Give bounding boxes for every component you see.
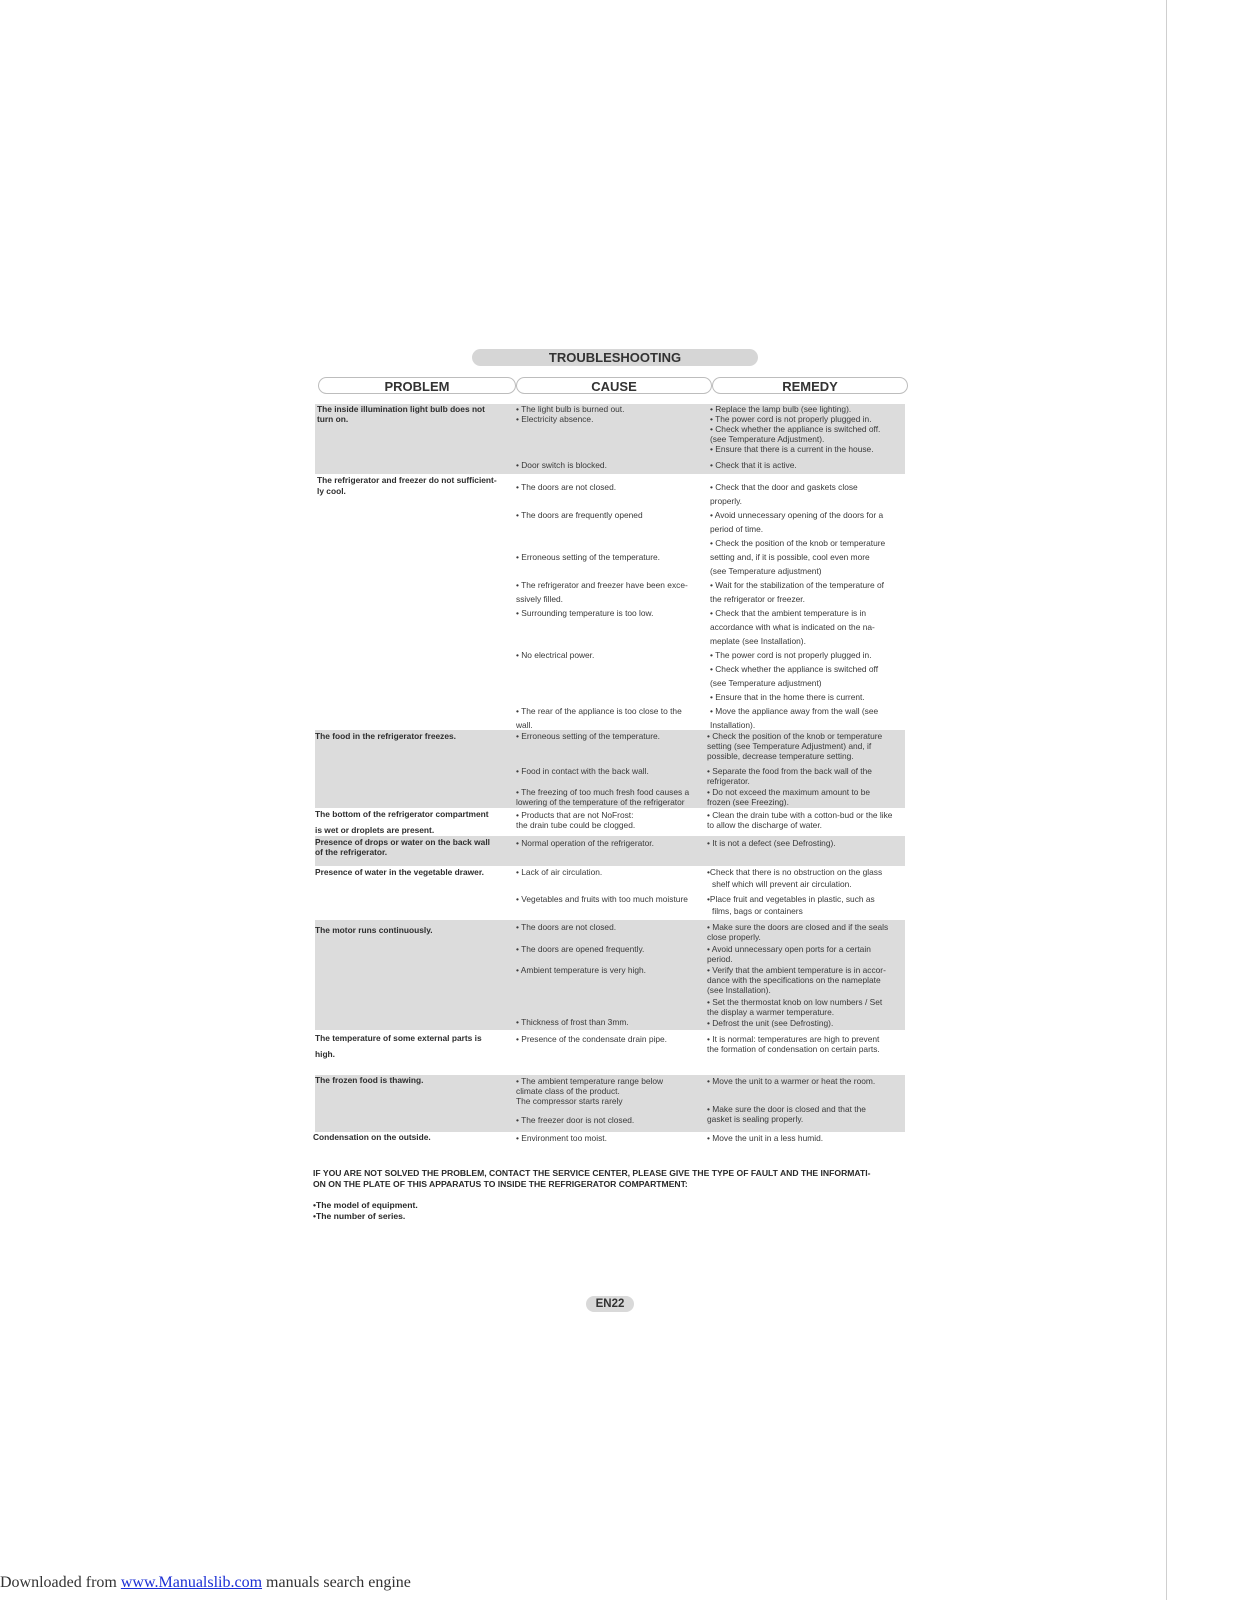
- column-header-cause: CAUSE: [516, 377, 712, 394]
- cause-text: • No electrical power.: [516, 650, 595, 660]
- problem-text: The motor runs continuously.: [315, 925, 433, 935]
- remedy-text: • Ensure that there is a current in the house.: [710, 444, 874, 454]
- remedy-text: accordance with what is indicated on the na-: [710, 622, 875, 632]
- problem-text: The bottom of the refrigerator compartment: [315, 809, 489, 819]
- remedy-text: • Replace the lamp bulb (see lighting).: [710, 404, 852, 414]
- cause-text: • Lack of air circulation.: [516, 867, 603, 877]
- cause-text: • Food in contact with the back wall.: [516, 766, 649, 776]
- remedy-text: • Do not exceed the maximum amount to be: [707, 787, 871, 797]
- cause-text: • Door switch is blocked.: [516, 460, 607, 470]
- remedy-text: (see Temperature Adjustment).: [710, 434, 825, 444]
- remedy-text: the refrigerator or freezer.: [710, 594, 805, 604]
- remedy-text: (see Temperature adjustment): [710, 566, 822, 576]
- problem-text: Presence of water in the vegetable drawer.: [315, 867, 484, 877]
- remedy-text: •Check that there is no obstruction on the glass: [707, 867, 883, 877]
- download-footer: [0, 1574, 411, 1592]
- cause-text: • The doors are frequently opened: [516, 510, 643, 520]
- problem-text: ly cool.: [317, 486, 346, 496]
- problem-text: turn on.: [317, 414, 349, 424]
- remedy-text: • Defrost the unit (see Defrosting).: [707, 1018, 834, 1028]
- remedy-text: • It is not a defect (see Defrosting).: [707, 838, 836, 848]
- remedy-text: shelf which will prevent air circulation.: [712, 879, 852, 889]
- cause-text: • Products that are not NoFrost:: [516, 810, 634, 820]
- remedy-text: • Check the position of the knob or temperature: [710, 538, 886, 548]
- remedy-text: • It is normal: temperatures are high to prevent: [707, 1034, 880, 1044]
- cause-text: • Surrounding temperature is too low.: [516, 608, 654, 618]
- cause-text: the drain tube could be clogged.: [516, 820, 636, 830]
- remedy-text: • Check that the ambient temperature is in: [710, 608, 867, 618]
- cause-text: • Environment too moist.: [516, 1133, 607, 1143]
- cause-text: • The freezing of too much fresh food causes a: [516, 787, 690, 797]
- problem-text: The frozen food is thawing.: [315, 1075, 424, 1085]
- remedy-text: films, bags or containers: [712, 906, 803, 916]
- cause-text: The compressor starts rarely: [516, 1096, 623, 1106]
- remedy-text: • Avoid unnecessary opening of the doors for a: [710, 510, 884, 520]
- problem-text: Presence of drops or water on the back wall: [315, 837, 490, 847]
- footer-prefix: Downloaded from: [0, 1574, 121, 1591]
- footer-suffix: manuals search engine: [262, 1574, 411, 1591]
- column-header-remedy: REMEDY: [712, 377, 908, 394]
- remedy-text: • Set the thermostat knob on low numbers / Set: [707, 997, 883, 1007]
- problem-text: The temperature of some external parts is: [315, 1033, 482, 1043]
- remedy-text: close properly.: [707, 932, 761, 942]
- remedy-text: • Check whether the appliance is switched off.: [710, 424, 881, 434]
- service-notice: [313, 1168, 913, 1189]
- cause-text: • Thickness of frost than 3mm.: [516, 1017, 629, 1027]
- cause-text: • Ambient temperature is very high.: [516, 965, 647, 975]
- cause-text: • The rear of the appliance is too close to the: [516, 706, 682, 716]
- remedy-text: • Make sure the door is closed and that the: [707, 1104, 866, 1114]
- cause-text: • The light bulb is burned out.: [516, 404, 625, 414]
- remedy-text: • Avoid unnecessary open ports for a certain: [707, 944, 871, 954]
- page-title: TROUBLESHOOTING: [472, 349, 758, 366]
- problem-text: The food in the refrigerator freezes.: [315, 731, 457, 741]
- problem-text: is wet or droplets are present.: [315, 825, 435, 835]
- remedy-text: • The power cord is not properly plugged in.: [710, 414, 872, 424]
- remedy-text: properly.: [710, 496, 742, 506]
- notice-list-item: •The number of series.: [313, 1211, 406, 1221]
- page-number-badge: EN22: [586, 1296, 634, 1312]
- cause-text: climate class of the product.: [516, 1086, 620, 1096]
- remedy-text: • Ensure that in the home there is current.: [710, 692, 865, 702]
- remedy-text: (see Installation).: [707, 985, 771, 995]
- remedy-text: possible, decrease temperature setting.: [707, 751, 854, 761]
- remedy-text: •Place fruit and vegetables in plastic, such as: [707, 894, 875, 904]
- cause-text: • Electricity absence.: [516, 414, 594, 424]
- remedy-text: setting and, if it is possible, cool even more: [710, 552, 870, 562]
- cause-text: • The doors are not closed.: [516, 922, 617, 932]
- cause-text: lowering of the temperature of the refrigerator: [516, 797, 685, 807]
- service-notice-line: ON ON THE PLATE OF THIS APPARATUS TO INSIDE THE REFRIGERATOR COMPARTMENT:: [313, 1178, 688, 1189]
- cause-text: • The ambient temperature range below: [516, 1076, 664, 1086]
- remedy-text: setting (see Temperature Adjustment) and, if: [707, 741, 872, 751]
- problem-text: The refrigerator and freezer do not sufficient-: [317, 475, 497, 485]
- cause-text: • Presence of the condensate drain pipe.: [516, 1034, 667, 1044]
- cause-text: wall.: [516, 720, 533, 730]
- remedy-text: • Check whether the appliance is switched off: [710, 664, 879, 674]
- remedy-text: gasket is sealing properly.: [707, 1114, 804, 1124]
- remedy-text: (see Temperature adjustment): [710, 678, 822, 688]
- remedy-text: frozen (see Freezing).: [707, 797, 789, 807]
- remedy-text: refrigerator.: [707, 776, 750, 786]
- remedy-text: • Check the position of the knob or temperature: [707, 731, 883, 741]
- remedy-text: • Move the unit to a warmer or heat the room.: [707, 1076, 876, 1086]
- remedy-text: • Check that the door and gaskets close: [710, 482, 858, 492]
- remedy-text: period.: [707, 954, 733, 964]
- cause-text: • Normal operation of the refrigerator.: [516, 838, 654, 848]
- problem-text: high.: [315, 1049, 336, 1059]
- cause-text: • The doors are not closed.: [516, 482, 617, 492]
- remedy-text: period of time.: [710, 524, 764, 534]
- cause-text: • The freezer door is not closed.: [516, 1115, 635, 1125]
- column-header-problem: PROBLEM: [318, 377, 516, 394]
- cause-text: • Vegetables and fruits with too much moisture: [516, 894, 688, 904]
- notice-list-item: •The model of equipment.: [313, 1200, 418, 1210]
- remedy-text: meplate (see Installation).: [710, 636, 806, 646]
- remedy-text: • The power cord is not properly plugged in.: [710, 650, 872, 660]
- remedy-text: to allow the discharge of water.: [707, 820, 822, 830]
- remedy-text: • Wait for the stabilization of the temperature of: [710, 580, 884, 590]
- cause-text: • The refrigerator and freezer have been exce-: [516, 580, 688, 590]
- remedy-text: Installation).: [710, 720, 756, 730]
- problem-text: Condensation on the outside.: [313, 1132, 431, 1142]
- problem-text: The inside illumination light bulb does not: [317, 404, 485, 414]
- cause-text: • Erroneous setting of the temperature.: [516, 552, 660, 562]
- remedy-text: • Clean the drain tube with a cotton-bud or the like: [707, 810, 893, 820]
- remedy-text: the formation of condensation on certain parts.: [707, 1044, 880, 1054]
- service-notice-line: IF YOU ARE NOT SOLVED THE PROBLEM, CONTACT THE SERVICE CENTER, PLEASE GIVE THE TYPE OF FAULT AND THE INFORMATI-: [313, 1168, 871, 1178]
- remedy-text: • Make sure the doors are closed and if the seals: [707, 922, 889, 932]
- remedy-text: dance with the specifications on the nameplate: [707, 975, 881, 985]
- problem-text: of the refrigerator.: [315, 847, 388, 857]
- cause-text: ssively filled.: [516, 594, 564, 604]
- remedy-text: • Move the appliance away from the wall (see: [710, 706, 879, 716]
- remedy-text: • Check that it is active.: [710, 460, 797, 470]
- cause-text: • The doors are opened frequently.: [516, 944, 645, 954]
- cause-text: • Erroneous setting of the temperature.: [516, 731, 660, 741]
- page-edge-line: [1166, 0, 1167, 1600]
- remedy-text: the display a warmer temperature.: [707, 1007, 835, 1017]
- remedy-text: • Move the unit in a less humid.: [707, 1133, 824, 1143]
- remedy-text: • Separate the food from the back wall of the: [707, 766, 872, 776]
- manualslib-link[interactable]: www.Manualslib.com: [120, 1574, 263, 1591]
- remedy-text: • Verify that the ambient temperature is in accor-: [707, 965, 886, 975]
